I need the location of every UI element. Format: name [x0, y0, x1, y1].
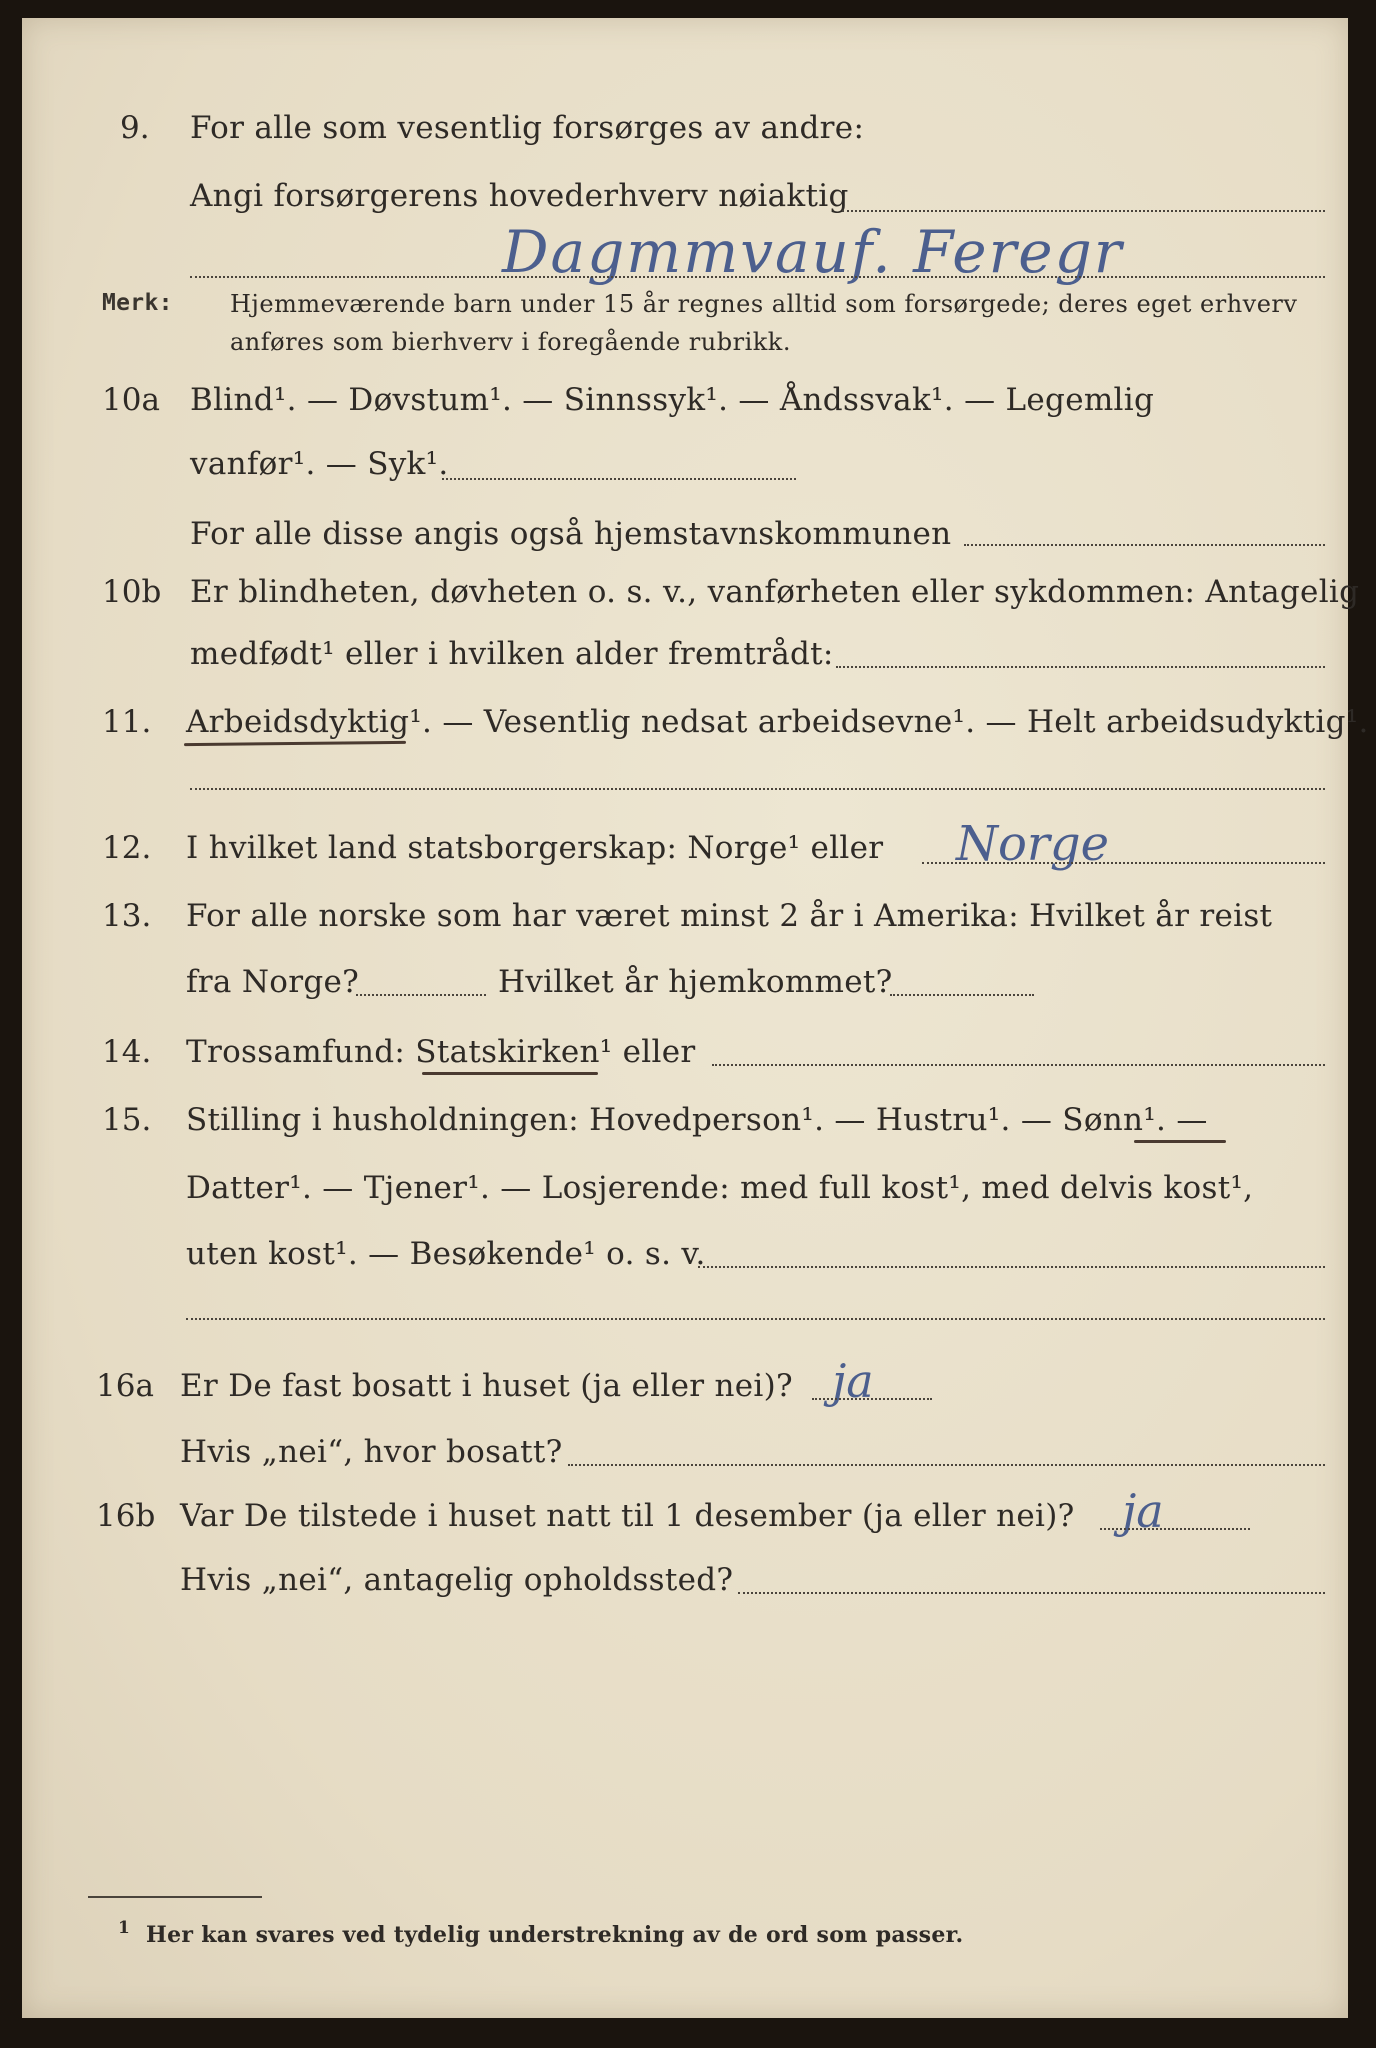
q14-dotted-line [712, 1064, 1325, 1066]
q10b-line1: Er blindheten, døvheten o. s. v., vanførheten eller sykdommen: Antagelig [190, 574, 1360, 610]
q16b-line2: Hvis „nei“, antagelig opholdssted? [180, 1562, 734, 1598]
q15-extra-dotted-line [186, 1318, 1325, 1320]
q13-line1: For alle norske som har været minst 2 år i Amerika: Hvilket år reist [186, 898, 1273, 934]
q10b-line2: medfødt¹ eller i hvilken alder fremtrådt: [190, 636, 834, 672]
q15-line1: Stilling i husholdningen: Hovedperson¹. — Hustru¹. — Sønn¹. — [186, 1102, 1208, 1138]
q10a-line3: For alle disse angis også hjemstavnskommunen [190, 516, 952, 552]
q11-handwritten-underline [184, 741, 406, 746]
q10a-line2: vanfør¹. — Syk¹. [190, 446, 449, 482]
q9-number: 9. [120, 110, 150, 146]
q10a-number: 10a [102, 382, 160, 418]
q13-line2a: fra Norge? [186, 964, 360, 1000]
footnote-mark: 1 [118, 1918, 131, 1938]
q15-dotted-line [698, 1266, 1325, 1268]
q10a-line1: Blind¹. — Døvstum¹. — Sinnssyk¹. — Åndssvak¹. — Legemlig [190, 382, 1155, 418]
merk-line2: anføres som bierhverv i foregående rubrikk. [230, 328, 791, 356]
q11-line1: Arbeidsdyktig¹. — Vesentlig nedsat arbeidsevne¹. — Helt arbeidsudyktig¹. [186, 704, 1369, 740]
q10b-number: 10b [102, 574, 162, 610]
q9-dotted-line [842, 210, 1325, 212]
footnote-rule [88, 1896, 262, 1898]
q12-number: 12. [102, 830, 152, 866]
merk-label: Merk: [102, 290, 173, 316]
merk-line1: Hjemmeværende barn under 15 år regnes alltid som forsørgede; deres eget erhverv [230, 290, 1298, 318]
q16b-number: 16b [96, 1498, 156, 1534]
q12-dotted-line [922, 862, 1325, 864]
census-form-page [22, 18, 1369, 2018]
q9-line2: Angi forsørgerens hovederhverv nøiaktig [190, 178, 849, 214]
q10b-dotted-line [836, 666, 1325, 668]
q16a-bosatt-dotted-line [568, 1464, 1325, 1466]
q15-line2: Datter¹. — Tjener¹. — Losjerende: med full kost¹, med delvis kost¹, [186, 1170, 1254, 1206]
q14-number: 14. [102, 1034, 152, 1070]
q15-line3: uten kost¹. — Besøkende¹ o. s. v. [186, 1236, 706, 1272]
q14-handwritten-underline [422, 1072, 598, 1075]
q9-line1: For alle som vesentlig forsørges av andre: [190, 110, 865, 146]
q16b-line1: Var De tilstede i huset natt til 1 desember (ja eller nei)? [180, 1498, 1075, 1534]
q16a-handwritten-answer: ja [832, 1354, 874, 1408]
q15-handwritten-underline [1134, 1140, 1226, 1143]
q14-line1: Trossamfund: Statskirken¹ eller [186, 1034, 696, 1070]
q13-line2b: Hvilket år hjemkommet? [498, 964, 893, 1000]
q16a-line2: Hvis „nei“, hvor bosatt? [180, 1434, 563, 1470]
q13-number: 13. [102, 898, 152, 934]
q11-number: 11. [102, 704, 152, 740]
q9-answer-line [190, 276, 1325, 278]
q13-hjemkommet-dotted-line [890, 994, 1034, 996]
q16b-handwritten-answer: ja [1122, 1484, 1164, 1538]
q10a-dotted-line [964, 544, 1325, 546]
q11-dotted-line [190, 788, 1325, 790]
q9-handwritten-answer: Dagmmvauf. Feregr [502, 218, 1124, 286]
q16a-dotted-line [812, 1398, 932, 1400]
q10a-syk-dotted-line [442, 478, 796, 480]
q16a-number: 16a [96, 1368, 154, 1404]
q16b-dotted-line [1100, 1528, 1250, 1530]
q12-handwritten-answer: Norge [956, 816, 1109, 872]
q13-reist-dotted-line [356, 994, 486, 996]
footnote-text: Her kan svares ved tydelig understrekning av de ord som passer. [146, 1922, 964, 1948]
q15-number: 15. [102, 1102, 152, 1138]
q16b-opholdssted-dotted-line [738, 1592, 1325, 1594]
q16a-line1: Er De fast bosatt i huset (ja eller nei)? [180, 1368, 793, 1404]
q12-line1: I hvilket land statsborgerskap: Norge¹ eller [186, 830, 884, 866]
